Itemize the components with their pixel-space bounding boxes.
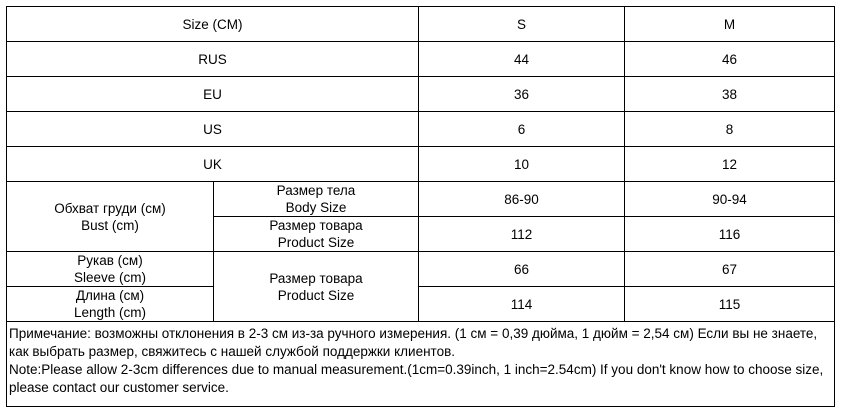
table-row [7,42,835,77]
table-row [7,77,835,112]
cell-eu-s: 36 [419,77,625,112]
body-size-label-cell [214,182,419,217]
cell-bust-product-m: 116 [625,217,835,252]
table-row [7,147,835,182]
product-size-label-cell [214,217,419,252]
cell-rus-m: 46 [625,42,835,77]
product-size-label-ru: Размер товара [269,218,363,233]
cell-sleeve-m: 67 [625,252,835,287]
cell-rus-s: 44 [419,42,625,77]
row-label-us: US [7,112,419,147]
cell-us-s: 6 [419,112,625,147]
sleeve-label-en: Sleeve (cm) [73,270,146,285]
body-size-label-en: Body Size [285,200,347,215]
cell-bust-body-m: 90-94 [625,182,835,217]
row-label-eu: EU [7,77,419,112]
row-label-rus: RUS [7,42,419,77]
cell-sleeve-s: 66 [419,252,625,287]
sleeve-label-ru: Рукав (см) [77,253,143,268]
table-row [7,112,835,147]
cell-bust-body-s: 86-90 [419,182,625,217]
cell-us-m: 8 [625,112,835,147]
header-row [7,7,835,42]
cell-length-s: 114 [419,287,625,322]
note-cell [7,322,835,407]
bust-label-ru: Обхват груди (см) [54,200,166,216]
note-ru: Примечание: возможны отклонения в 2-3 см из-за ручного измерения. (1 см = 0,39 дюйма, 1 дюйм = 2,54 см) Если вы не знаете, как выбрать размер, свяжитесь с нашей службой поддержки клиентов. [9,326,818,359]
cell-uk-s: 10 [419,147,625,182]
size-m-header: M [625,7,835,42]
row-label-uk: UK [7,147,419,182]
cell-bust-product-s: 112 [419,217,625,252]
bust-label-cell [7,182,214,252]
table-row [7,182,835,217]
cell-eu-m: 38 [625,77,835,112]
cell-uk-m: 12 [625,147,835,182]
sleeve-label-cell [7,252,214,287]
size-chart-table [6,6,835,407]
size-s-header: S [419,7,625,42]
product-size-label-en: Product Size [277,235,355,250]
product-size-shared-ru: Размер товара [269,270,363,286]
length-label-en: Length (cm) [73,305,147,320]
body-size-label-ru: Размер тела [276,183,356,198]
note-en: Note:Please allow 2-3cm differences due to manual measurement.(1cm=0.39inch, 1 inch=2.54cm) If you don't know how to choose size, please contact our customer service. [9,362,824,395]
bust-label-en: Bust (cm) [81,217,139,233]
length-label-ru: Длина (см) [75,288,145,303]
length-label-cell [7,287,214,322]
cell-length-m: 115 [625,287,835,322]
table-row [7,252,835,287]
table-row [7,287,835,322]
note-row [7,322,835,407]
product-size-shared-en: Product Size [277,287,355,303]
product-size-shared-cell [214,252,419,322]
size-header-cell: Size (CM) [7,7,419,42]
